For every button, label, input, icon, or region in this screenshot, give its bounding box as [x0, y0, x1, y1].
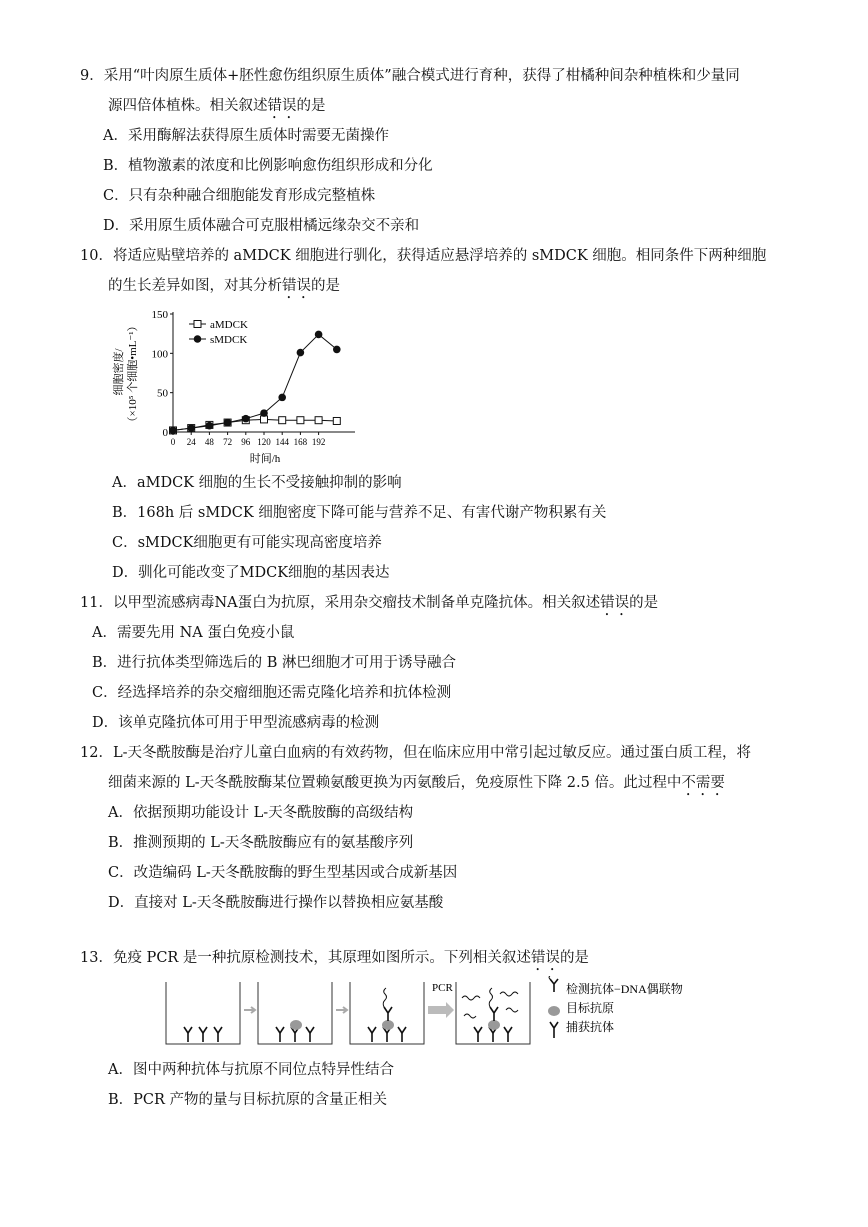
point-aMDCK: [279, 417, 286, 424]
q12-stem-line1: 12．L-天冬酰胺酶是治疗儿童白血病的有效药物，但在临床应用中常引起过敏反应。通过蛋白质工程，将: [80, 745, 751, 761]
chart-axes: [152, 309, 356, 447]
point-sMDCK: [224, 419, 232, 427]
q11-stem-emphasis: 错误: [600, 595, 630, 611]
series-line-sMDCK: [173, 334, 337, 430]
pcr-label: PCR: [432, 982, 453, 994]
q13-stem-tail: 的是: [559, 950, 589, 966]
x-tick-label: 144: [275, 437, 289, 447]
q11-option-a: A．需要先用 NA 蛋白免疫小鼠: [92, 625, 295, 641]
x-tick-label: 96: [241, 437, 251, 447]
immuno-pcr-diagram: [160, 976, 720, 1050]
point-sMDCK: [297, 349, 305, 357]
legend-marker: [194, 335, 202, 343]
point-aMDCK: [333, 417, 340, 424]
point-sMDCK: [206, 422, 214, 430]
cell-growth-chart: [100, 302, 370, 470]
legend-marker: [194, 321, 201, 328]
x-tick-label: 120: [257, 437, 271, 447]
chart-series: [169, 331, 340, 435]
q13-stem-emphasis: 错误: [530, 950, 560, 966]
y-axis-label-line2: （×10⁵ 个细胞•mL⁻¹）: [127, 320, 139, 428]
diagram-panel-2: [258, 982, 332, 1044]
q11-stem-tail: 的是: [629, 595, 659, 611]
diagram-panel-3: [350, 982, 424, 1044]
q9-option-a: A．采用酶解法获得原生质体时需要无菌操作: [103, 128, 389, 144]
legend-label-sMDCK: sMDCK: [210, 334, 248, 346]
legend-conjugate-label: 检测抗体−DNA偶联物: [566, 982, 683, 996]
legend-capture-antibody-label: 捕获抗体: [566, 1020, 615, 1034]
x-tick-label: 72: [223, 437, 233, 447]
q11-stem-text: 11．以甲型流感病毒NA蛋白为抗原，采用杂交瘤技术制备单克隆抗体。相关叙述: [80, 595, 601, 611]
q10-stem-line1: 10．将适应贴壁培养的 aMDCK 细胞进行驯化，获得适应悬浮培养的 sMDCK 细胞。相同条件下两种细胞: [80, 248, 767, 264]
q9-stem-tail: 的是: [296, 98, 326, 114]
q13-option-a: A．图中两种抗体与抗原不同位点特异性结合: [108, 1062, 394, 1078]
chart-legend: [189, 319, 248, 346]
q9-stem-line1: 9．采用“叶肉原生质体+胚性愈伤组织原生质体”融合模式进行育种，获得了柑橘种间杂种植株和少量同: [80, 68, 740, 84]
point-aMDCK: [315, 417, 322, 424]
y-tick-label: 50: [157, 387, 168, 400]
pcr-arrow: [428, 982, 454, 1018]
q10-option-d: D．驯化可能改变了MDCK细胞的基因表达: [112, 565, 390, 581]
q9-stem-text: 源四倍体植株。相关叙述: [108, 98, 268, 114]
y-tick-label: 100: [151, 348, 168, 361]
q11-option-c: C．经选择培养的杂交瘤细胞还需克隆化培养和抗体检测: [92, 685, 452, 701]
point-sMDCK: [169, 427, 177, 435]
x-axis-label: 时间/h: [249, 453, 281, 465]
q10-option-a: A．aMDCK 细胞的生长不受接触抑制的影响: [112, 475, 402, 491]
q10-option-b: B．168h 后 sMDCK 细胞密度下降可能与营养不足、有害代谢产物积累有关: [112, 505, 607, 521]
q9-option-c: C．只有杂种融合细胞能发育形成完整植株: [103, 188, 376, 204]
diagram-panel-4: [456, 982, 530, 1044]
series-line-aMDCK: [173, 419, 337, 430]
q10-stem-tail: 的是: [311, 278, 340, 294]
point-sMDCK: [187, 424, 195, 432]
diagram-panel-1: [166, 982, 240, 1044]
point-sMDCK: [278, 394, 286, 402]
point-sMDCK: [315, 331, 323, 339]
q9-stem-line2: [108, 96, 326, 122]
arrow-2: [336, 1007, 347, 1013]
point-sMDCK: [333, 346, 341, 354]
q12-option-a: A．依据预期功能设计 L-天冬酰胺酶的高级结构: [108, 805, 414, 821]
q12-option-c: C．改造编码 L-天冬酰胺酶的野生型基因或合成新基因: [108, 865, 458, 881]
q13-stem: [80, 948, 589, 974]
q12-stem-line2: [108, 773, 725, 799]
q10-option-c: C．sMDCK细胞更有可能实现高密度培养: [112, 535, 382, 551]
x-tick-label: 24: [186, 437, 196, 447]
q10-stem-line2: [108, 276, 340, 302]
q9-option-b: B．植物激素的浓度和比例影响愈伤组织形成和分化: [103, 158, 433, 174]
legend-antigen-label: 目标抗原: [566, 1001, 615, 1015]
x-tick-label: 0: [170, 437, 176, 447]
q9-option-d: D．采用原生质体融合可克服柑橘远缘杂交不亲和: [103, 218, 420, 234]
q12-option-d: D．直接对 L-天冬酰胺酶进行操作以替换相应氨基酸: [108, 895, 444, 911]
y-tick-label: 150: [151, 309, 168, 321]
q10-stem-emphasis: 错误: [282, 278, 311, 294]
point-sMDCK: [260, 409, 268, 417]
point-sMDCK: [242, 415, 250, 423]
q13-stem-text: 13．免疫 PCR 是一种抗原检测技术，其原理如图所示。下列相关叙述: [80, 950, 531, 966]
q9-stem-emphasis: 错误: [267, 98, 297, 114]
q12-stem-text: 细菌来源的 L-天冬酰胺酶某位置赖氨酸更换为丙氨酸后，免疫原性下降 2.5 倍。此过程中: [108, 775, 682, 791]
legend-label-aMDCK: aMDCK: [210, 319, 248, 331]
x-tick-label: 168: [293, 437, 308, 447]
q10-stem-text: 的生长差异如图，对其分析: [108, 278, 282, 294]
q13-option-b: B．PCR 产物的量与目标抗原的含量正相关: [108, 1092, 388, 1108]
x-tick-label: 48: [204, 437, 214, 447]
x-tick-label: 192: [311, 437, 326, 447]
arrow-1: [244, 1007, 255, 1013]
y-tick-label: 0: [162, 427, 168, 439]
point-aMDCK: [297, 417, 304, 424]
y-axis-label-line1: 细胞密度/: [113, 348, 125, 396]
q12-stem-emphasis: 不需要: [681, 775, 725, 791]
point-aMDCK: [261, 416, 268, 423]
q12-option-b: B．推测预期的 L-天冬酰胺酶应有的氨基酸序列: [108, 835, 414, 851]
q11-option-d: D．该单克隆抗体可用于甲型流感病毒的检测: [92, 715, 380, 731]
q11-option-b: B．进行抗体类型筛选后的 B 淋巴细胞才可用于诱导融合: [92, 655, 457, 671]
diagram-legend: [548, 976, 683, 1038]
q11-stem: [80, 593, 658, 619]
